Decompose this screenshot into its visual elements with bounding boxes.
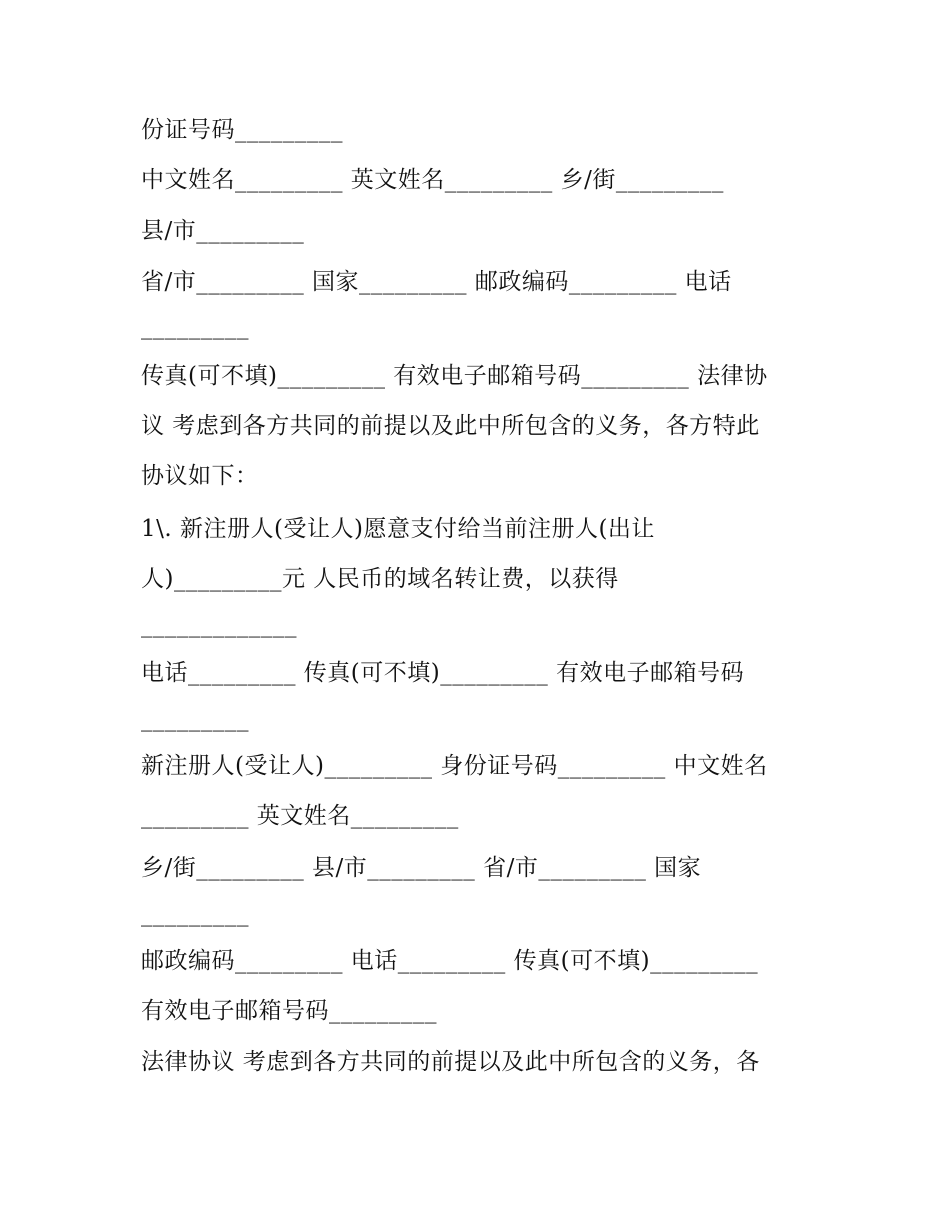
text-line: 邮政编码_________ 电话_________ 传真(可不填)_________ xyxy=(141,948,759,974)
text-line: 份证号码_________ xyxy=(141,117,343,143)
text-line: 省/市_________ 国家_________ 邮政编码_________ 电话 xyxy=(141,269,732,295)
text-line: 新注册人(受让人)_________ 身份证号码_________ 中文姓名 xyxy=(141,753,768,779)
text-line: _________ 英文姓名_________ xyxy=(141,803,459,829)
text-line: _____________ xyxy=(141,612,297,638)
text-line: 法律协议 考虑到各方共同的前提以及此中所包含的义务，各 xyxy=(141,1049,760,1075)
text-line: 中文姓名_________ 英文姓名_________ 乡/街_________ xyxy=(141,167,724,193)
text-line: 议 考虑到各方共同的前提以及此中所包含的义务，各方特此 xyxy=(141,413,760,439)
text-line: _________ xyxy=(141,901,249,927)
text-line: 传真(可不填)_________ 有效电子邮箱号码_________ 法律协 xyxy=(141,363,768,389)
text-line: 人)_________元 人民币的域名转让费，以获得 xyxy=(141,566,619,592)
text-line: 1\. 新注册人(受让人)愿意支付给当前注册人(出让 xyxy=(141,516,655,542)
text-line: _________ xyxy=(141,314,249,340)
text-line: 协议如下： xyxy=(141,463,259,489)
text-line: 有效电子邮箱号码_________ xyxy=(141,998,437,1024)
text-line: 电话_________ 传真(可不填)_________ 有效电子邮箱号码 xyxy=(141,660,745,686)
text-line: _________ xyxy=(141,706,249,732)
text-line: 乡/街_________ 县/市_________ 省/市_________ 国家 xyxy=(141,855,702,881)
text-line: 县/市_________ xyxy=(141,218,305,244)
